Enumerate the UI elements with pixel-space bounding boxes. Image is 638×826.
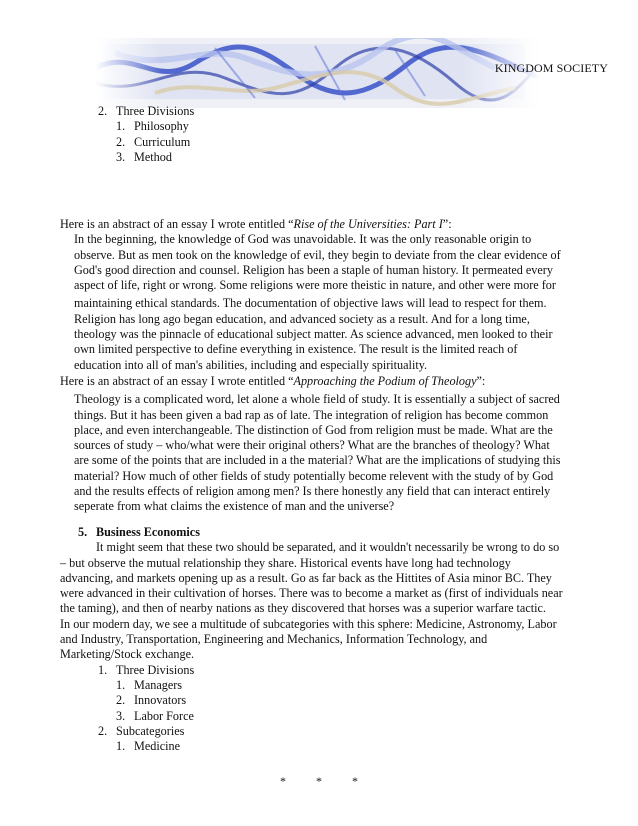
essay-title: Approaching the Podium of Theology (293, 374, 477, 388)
list-item: 1. Philosophy (116, 119, 189, 134)
list-item: 2. Curriculum (116, 134, 191, 149)
abstract-text: In the beginning, the knowledge of God was unavoidable. It was the only reasonable origin to observe. But as men took on the knowledge of evil, they begin to deviate from the clear evidence of God's good direction and counsel. Religion has been a staple of human history. It permeated every aspect of life, right or wrong. Some religions were more theistic in nature, and other were more for maintaining ethical standards. The documentation of objective laws will lead to respect for them. Religion has long ago began education, and advanced society as a result. And for a long time, theology was the pinnacle of educational subject matter. As science advanced, men looked to their own limited perspective to define everything in existence. The result is the limited reach of education into all of man's abilities, including and especially spirituality. (74, 232, 561, 372)
footer-asterisk: * (280, 774, 286, 788)
abstract-text: Theology is a complicated word, let alone a whole field of study. It is essentially a subject of sacred things. But it has been given a bad rap as of late. The integration of religion has become common place, and even interchangeable. The distinction of God from religion must be made. What are the sources of study – who/what were their original others? What are the branches of theology? What are some of the points that are included in a the material? What are the implications of studying this material? How much of other fields of study potentially become relevent with the study of by God and the results effects of religion among men? Is there honestly any field that can interact entirely seperate from what claims the existence of man and the universe? (74, 392, 561, 514)
list-heading: 2. Three Divisions (98, 104, 195, 118)
section-heading: 5. Business Economics (78, 525, 200, 539)
header-banner (95, 38, 540, 108)
page-footer (0, 774, 638, 789)
list-item: 3. Labor Force (116, 708, 194, 723)
list-item: 2. Innovators (116, 693, 187, 708)
list-item: 3. Method (116, 149, 172, 164)
abstract-podium-of-theology (60, 374, 600, 515)
divisions-heading: 1. Three Divisions (98, 662, 195, 677)
header-title: KINGDOM SOCIETY (494, 61, 608, 75)
list-item: 1. Medicine (116, 739, 181, 754)
section-business-economics (60, 525, 600, 754)
list-item: 1. Managers (116, 677, 183, 692)
abstract-rise-of-universities (60, 217, 600, 373)
essay-title: Rise of the Universities: Part I (293, 217, 443, 231)
abstract-intro: Here is an abstract of an essay I wrote entitled “Approaching the Podium of Theology”: (60, 374, 486, 388)
footer-asterisk: * (352, 774, 358, 788)
section-body: It might seem that these two should be separated, and it wouldn't necessarily be wrong to do so – but observe the mutual relationship they share. Historical events have long had technology advancing, and markets opening up as a result. Go as far back as the Hittites of Asia minor BC. They were advanced in their cultivation of horses. There was to become a market as (first of individuals near the taming), and then of nearby nations as they discovered that horses was a superior warfare tactic. In our modern day, we see a multitude of subcategories with this sphere: Medicine, Astronomy, Labor and Industry, Transportation, Engineering and Mechanics, Information Technology, and Marketing/Stock exchange. (60, 540, 563, 662)
subcategories-heading: 2. Subcategories (98, 723, 185, 738)
top-division-list (60, 104, 600, 165)
footer-asterisk: * (316, 774, 322, 788)
abstract-intro: Here is an abstract of an essay I wrote entitled “Rise of the Universities: Part I”: (60, 217, 452, 231)
